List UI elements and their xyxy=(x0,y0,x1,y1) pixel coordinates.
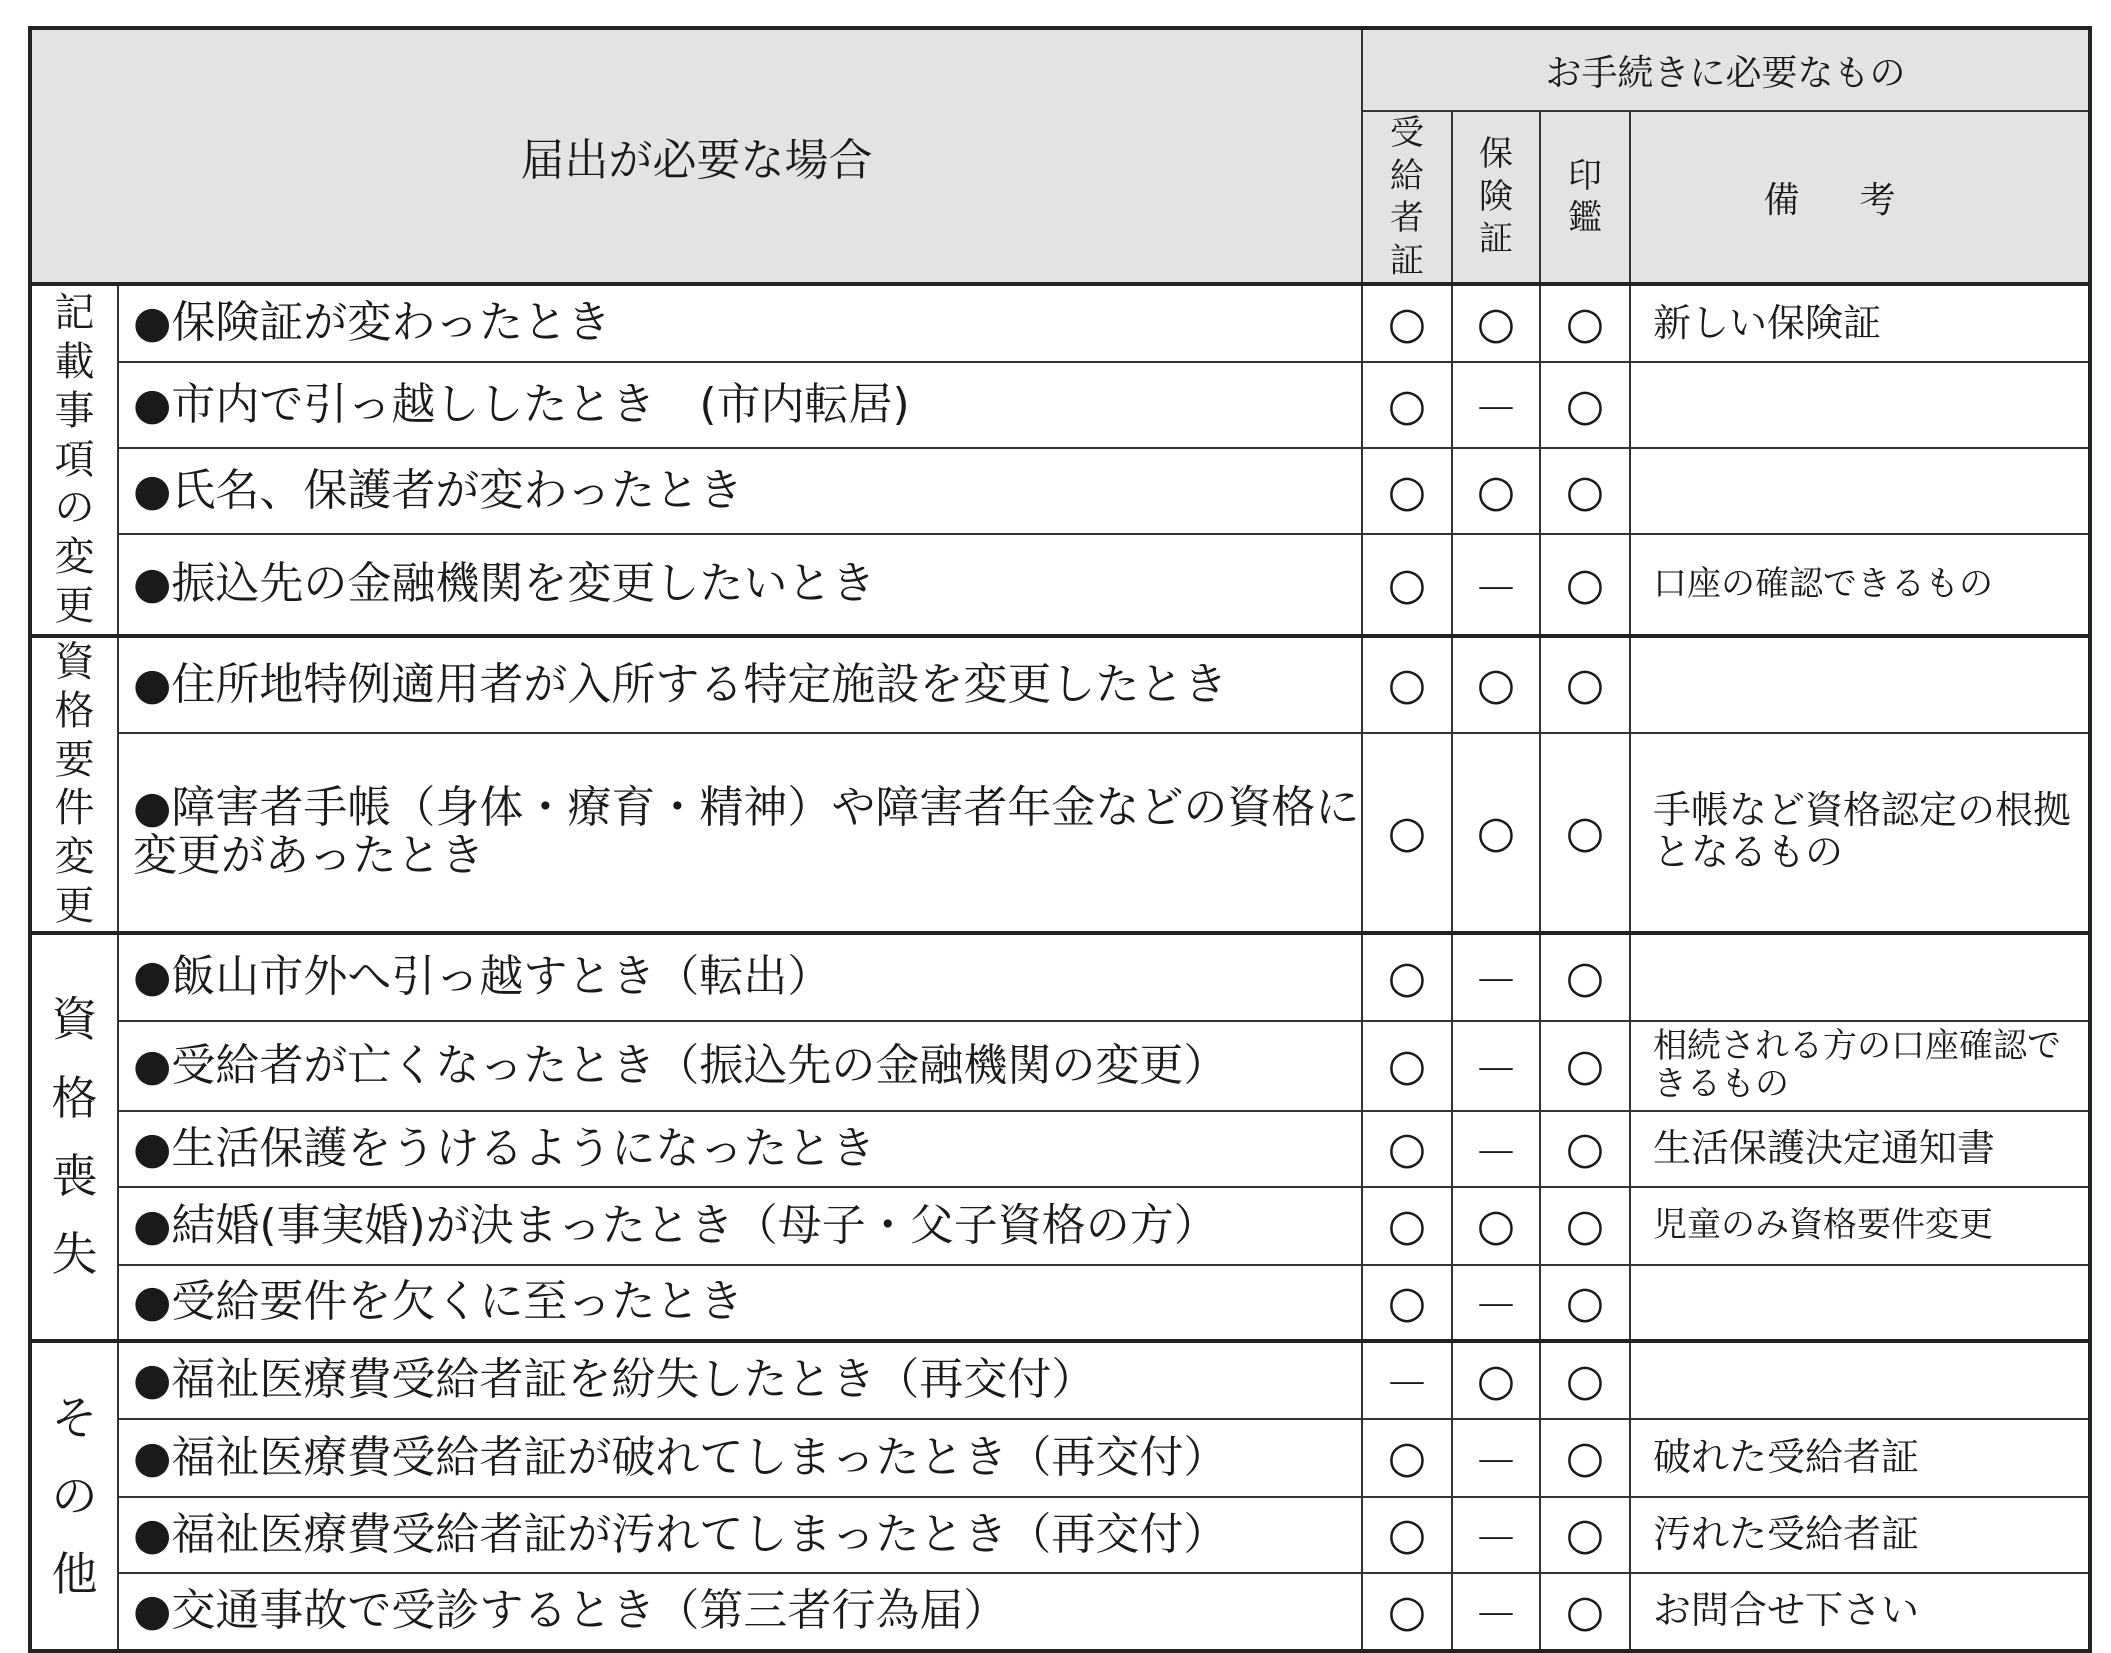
row-note: お問合せ下さい xyxy=(1630,1573,2090,1651)
table-row xyxy=(30,1341,2090,1419)
header-main: 届出が必要な場合 xyxy=(30,28,1362,284)
table-row xyxy=(30,1265,2090,1341)
mark-seal: ○ xyxy=(1540,933,1630,1021)
row-note: 相続される方の口座確認できるもの xyxy=(1630,1021,2090,1111)
header-col-insurance: 保険証 xyxy=(1452,111,1540,284)
mark-insurance: ○ xyxy=(1452,284,1540,362)
mark-insurance: － xyxy=(1452,362,1540,448)
mark-certificate: ○ xyxy=(1362,1111,1452,1187)
row-note xyxy=(1630,933,2090,1021)
mark-insurance: ○ xyxy=(1452,1341,1540,1419)
table-row xyxy=(30,534,2090,636)
header-col-certificate: 受給者証 xyxy=(1362,111,1452,284)
row-item: ●市内で引っ越ししたとき (市内転居) xyxy=(118,362,1362,448)
mark-insurance: ○ xyxy=(1452,733,1540,933)
row-note: 手帳など資格認定の根拠となるもの xyxy=(1630,733,2090,933)
row-note xyxy=(1630,1265,2090,1341)
table-row xyxy=(30,448,2090,534)
mark-seal: ○ xyxy=(1540,636,1630,733)
mark-certificate: ○ xyxy=(1362,1021,1452,1111)
table-row xyxy=(30,1573,2090,1651)
mark-certificate: ○ xyxy=(1362,1573,1452,1651)
header-col-remarks: 備考 xyxy=(1630,111,2090,284)
mark-seal: ○ xyxy=(1540,534,1630,636)
row-item: ●福祉医療費受給者証を紛失したとき（再交付） xyxy=(118,1341,1362,1419)
mark-insurance: ○ xyxy=(1452,1187,1540,1265)
mark-certificate: ○ xyxy=(1362,636,1452,733)
table-row xyxy=(30,284,2090,362)
mark-seal: ○ xyxy=(1540,1497,1630,1573)
mark-seal: ○ xyxy=(1540,733,1630,933)
mark-certificate: ○ xyxy=(1362,933,1452,1021)
mark-certificate: ○ xyxy=(1362,362,1452,448)
mark-insurance: － xyxy=(1452,1419,1540,1497)
mark-seal: ○ xyxy=(1540,1021,1630,1111)
table-row xyxy=(30,1021,2090,1111)
mark-seal: ○ xyxy=(1540,1265,1630,1341)
row-note: 児童のみ資格要件変更 xyxy=(1630,1187,2090,1265)
row-item: ●保険証が変わったとき xyxy=(118,284,1362,362)
mark-insurance: ○ xyxy=(1452,636,1540,733)
mark-certificate: ○ xyxy=(1362,1265,1452,1341)
mark-seal: ○ xyxy=(1540,284,1630,362)
row-note xyxy=(1630,1341,2090,1419)
mark-insurance: － xyxy=(1452,1573,1540,1651)
mark-seal: ○ xyxy=(1540,1187,1630,1265)
row-note: 汚れた受給者証 xyxy=(1630,1497,2090,1573)
mark-certificate: ○ xyxy=(1362,448,1452,534)
mark-seal: ○ xyxy=(1540,1419,1630,1497)
mark-certificate: ○ xyxy=(1362,1497,1452,1573)
row-item: ●福祉医療費受給者証が汚れてしまったとき（再交付） xyxy=(118,1497,1362,1573)
row-note: 新しい保険証 xyxy=(1630,284,2090,362)
mark-certificate: ○ xyxy=(1362,534,1452,636)
row-note: 生活保護決定通知書 xyxy=(1630,1111,2090,1187)
procedure-table xyxy=(28,26,2092,1653)
row-item: ●振込先の金融機関を変更したいとき xyxy=(118,534,1362,636)
mark-seal: ○ xyxy=(1540,362,1630,448)
mark-insurance: － xyxy=(1452,1111,1540,1187)
mark-certificate: ○ xyxy=(1362,733,1452,933)
row-note: 口座の確認できるもの xyxy=(1630,534,2090,636)
category-label: 資格喪失 xyxy=(30,933,118,1341)
mark-insurance: ○ xyxy=(1452,448,1540,534)
row-note: 破れた受給者証 xyxy=(1630,1419,2090,1497)
header-col-seal: 印鑑 xyxy=(1540,111,1630,284)
mark-insurance: － xyxy=(1452,534,1540,636)
mark-insurance: － xyxy=(1452,1021,1540,1111)
row-item: ●住所地特例適用者が入所する特定施設を変更したとき xyxy=(118,636,1362,733)
mark-seal: ○ xyxy=(1540,1111,1630,1187)
row-item: ●飯山市外へ引っ越すとき（転出） xyxy=(118,933,1362,1021)
mark-seal: ○ xyxy=(1540,448,1630,534)
mark-certificate: － xyxy=(1362,1341,1452,1419)
row-note xyxy=(1630,636,2090,733)
category-label: 資格要件変更 xyxy=(30,636,118,933)
table-row xyxy=(30,733,2090,933)
row-note xyxy=(1630,362,2090,448)
header-group: お手続きに必要なもの xyxy=(1362,28,2090,111)
row-item: ●結婚(事実婚)が決まったとき（母子・父子資格の方） xyxy=(118,1187,1362,1265)
row-item: ●生活保護をうけるようになったとき xyxy=(118,1111,1362,1187)
category-label: 記載事項の変更 xyxy=(30,284,118,636)
mark-seal: ○ xyxy=(1540,1341,1630,1419)
row-item: ●障害者手帳（身体・療育・精神）や障害者年金などの資格に変更があったとき xyxy=(118,733,1362,933)
mark-insurance: － xyxy=(1452,1497,1540,1573)
mark-insurance: － xyxy=(1452,933,1540,1021)
mark-certificate: ○ xyxy=(1362,284,1452,362)
row-note xyxy=(1630,448,2090,534)
table-row xyxy=(30,1497,2090,1573)
table-row xyxy=(30,933,2090,1021)
row-item: ●交通事故で受診するとき（第三者行為届） xyxy=(118,1573,1362,1651)
table-row xyxy=(30,362,2090,448)
mark-seal: ○ xyxy=(1540,1573,1630,1651)
table-row xyxy=(30,1419,2090,1497)
table-row xyxy=(30,1187,2090,1265)
row-item: ●受給要件を欠くに至ったとき xyxy=(118,1265,1362,1341)
table-row xyxy=(30,1111,2090,1187)
row-item: ●氏名、保護者が変わったとき xyxy=(118,448,1362,534)
row-item: ●福祉医療費受給者証が破れてしまったとき（再交付） xyxy=(118,1419,1362,1497)
mark-insurance: － xyxy=(1452,1265,1540,1341)
mark-certificate: ○ xyxy=(1362,1187,1452,1265)
category-label: その他 xyxy=(30,1341,118,1651)
table-row xyxy=(30,636,2090,733)
mark-certificate: ○ xyxy=(1362,1419,1452,1497)
row-item: ●受給者が亡くなったとき（振込先の金融機関の変更） xyxy=(118,1021,1362,1111)
